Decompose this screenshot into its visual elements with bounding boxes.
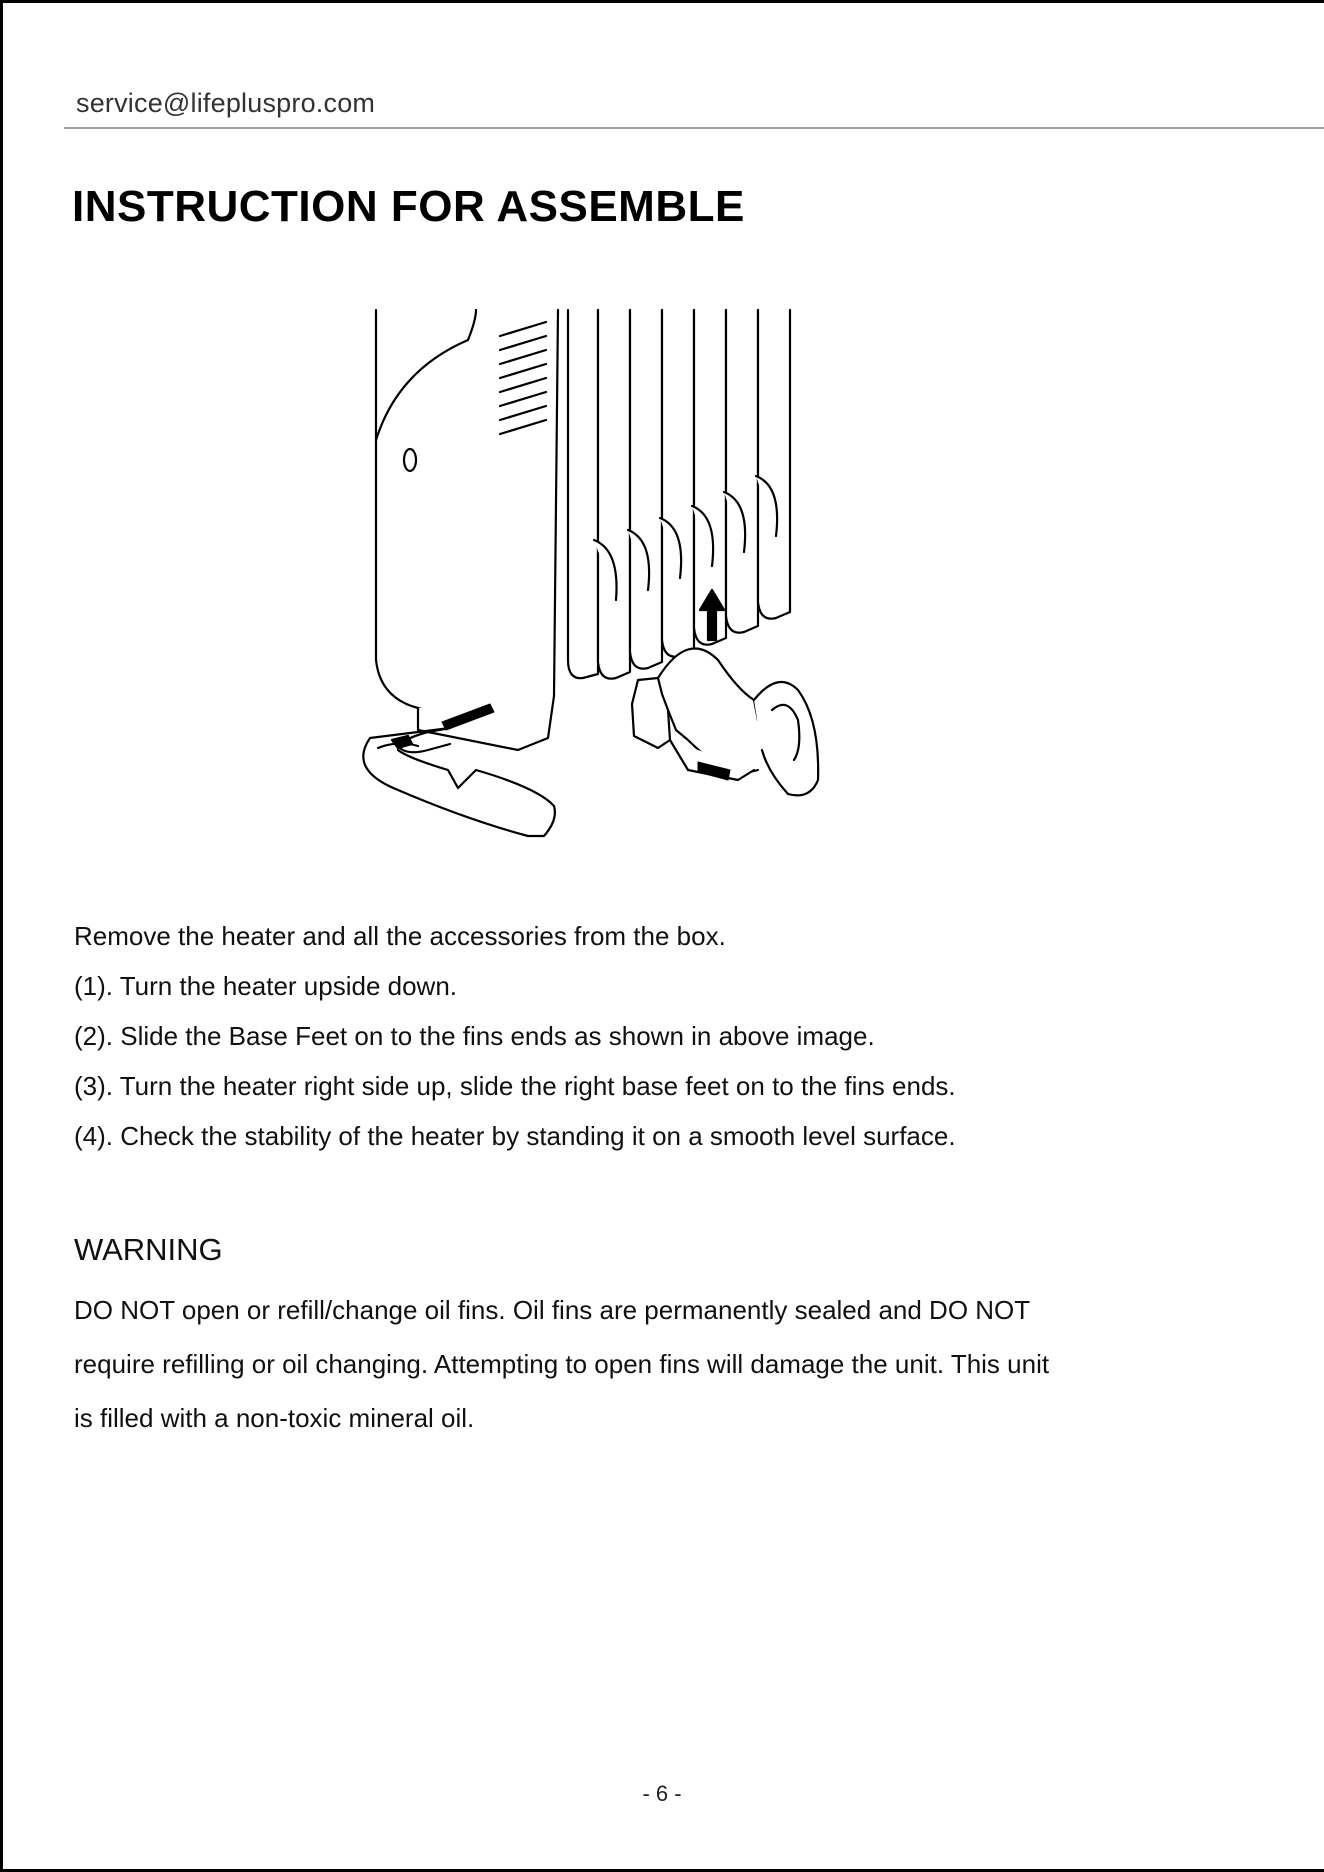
warning-body (74, 1283, 1049, 1445)
warning-line-1: DO NOT open or refill/change oil fins. Oil fins are permanently sealed and DO NOT (74, 1295, 1031, 1325)
oil-heater-assembly-icon (358, 300, 978, 840)
heater-body (376, 310, 558, 750)
warning-line-3: is filled with a non-toxic mineral oil. (74, 1403, 475, 1433)
instruction-intro: Remove the heater and all the accessories from the box. (74, 921, 726, 951)
header-email: service@lifepluspro.com (76, 88, 376, 118)
instruction-step-3: (3). Turn the heater right side up, slide the right base feet on to the fins ends. (74, 1071, 956, 1101)
page-number: - 6 - (642, 1781, 682, 1806)
header-divider (64, 127, 1324, 129)
warning-line-2: require refilling or oil changing. Attempting to open fins will damage the unit. This unit (74, 1349, 1050, 1379)
instructions-list (74, 911, 956, 1161)
heater-fins (568, 310, 790, 679)
instruction-step-1: (1). Turn the heater upside down. (74, 971, 458, 1001)
instruction-step-2: (2). Slide the Base Feet on to the fins ends as shown in above image. (74, 1021, 875, 1051)
warning-title: WARNING (74, 1232, 223, 1267)
instruction-step-4: (4). Check the stability of the heater by standing it on a smooth level surface. (74, 1121, 956, 1151)
page-title: INSTRUCTION FOR ASSEMBLE (72, 182, 745, 231)
